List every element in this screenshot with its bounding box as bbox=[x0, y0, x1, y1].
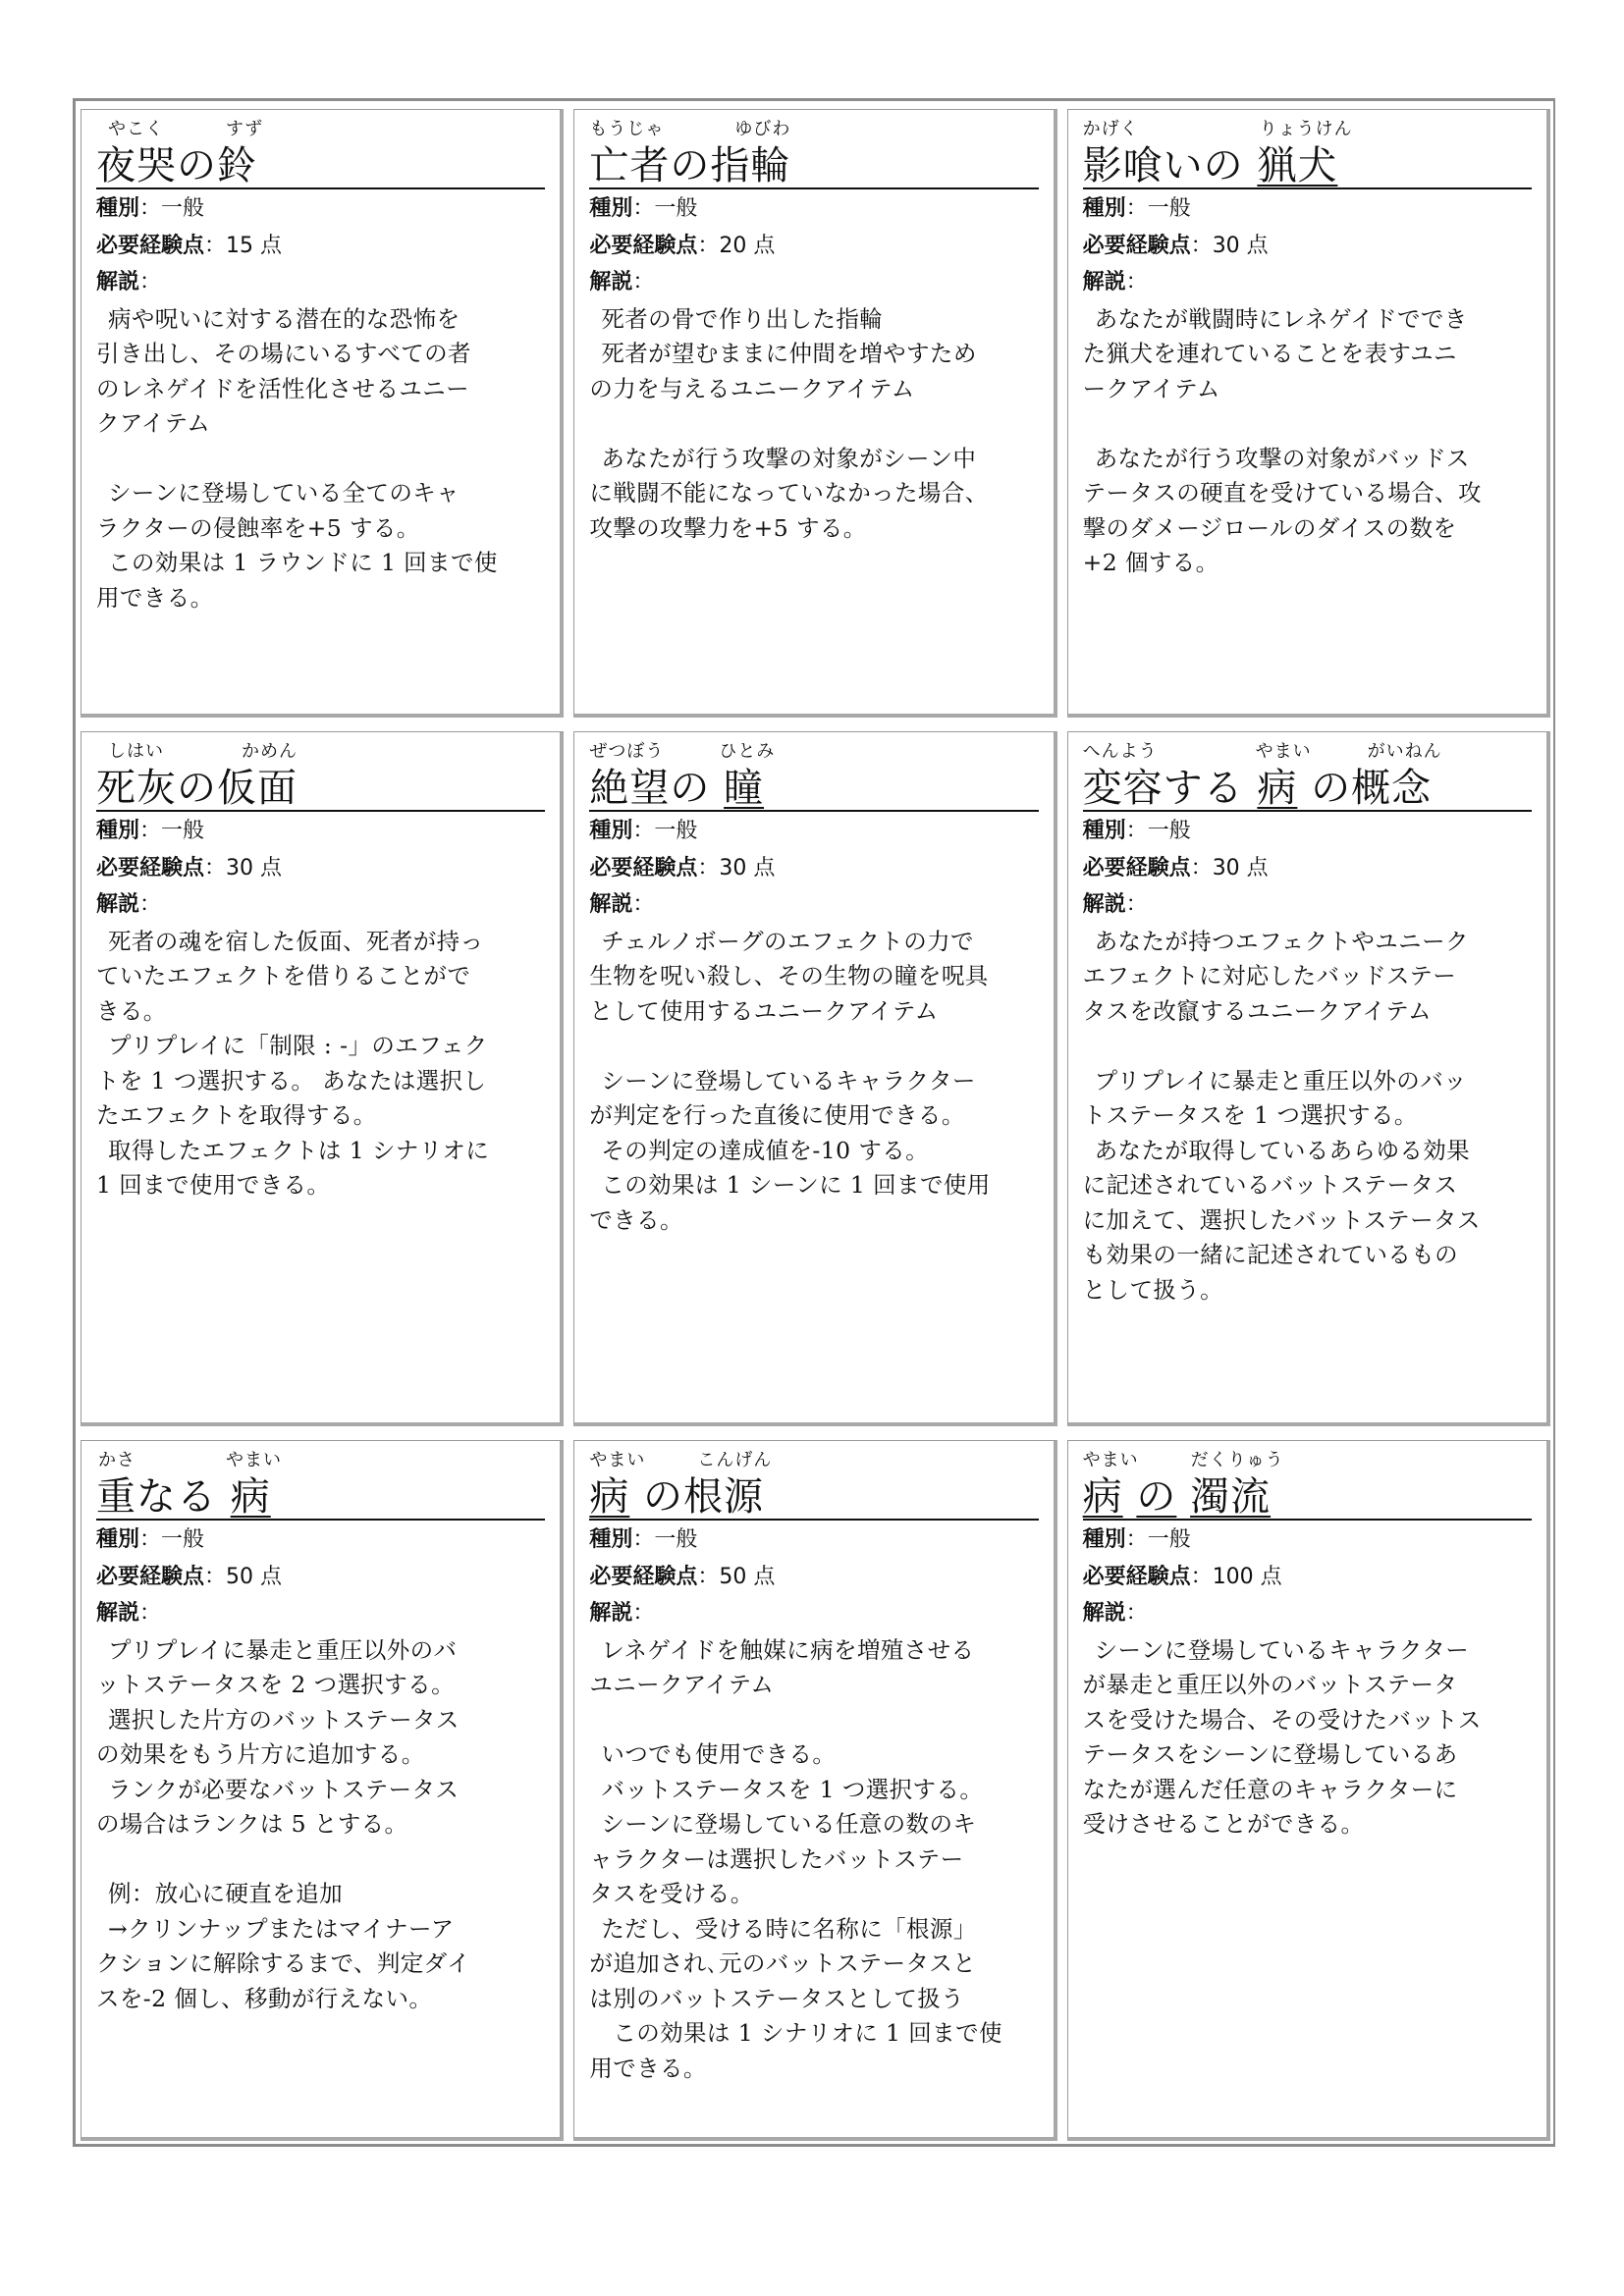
xp-value: 15 点 bbox=[226, 233, 283, 258]
item-card bbox=[81, 731, 564, 1426]
desc-label: 解説 bbox=[1082, 1601, 1126, 1626]
xp-label: 必要経験点 bbox=[1082, 1564, 1191, 1589]
type-label: 種別 bbox=[589, 1527, 633, 1552]
xp-value: 50 点 bbox=[226, 1564, 283, 1589]
desc-line: の効果をもう片方に追加する。 bbox=[96, 1740, 425, 1768]
description bbox=[1083, 1633, 1532, 1842]
title-part: 病 bbox=[1082, 1474, 1123, 1520]
separator: ： bbox=[139, 1601, 162, 1626]
card-cell bbox=[568, 1432, 1061, 2147]
desc-line: なたが選んだ任意のキャラクターに bbox=[1082, 1775, 1458, 1803]
desc-line bbox=[96, 442, 545, 477]
desc-line: ラクターの侵蝕率を+5 する。 bbox=[96, 513, 420, 542]
title-part: 変容する bbox=[1082, 766, 1244, 811]
separator: ： bbox=[139, 819, 162, 843]
desc-label: 解説 bbox=[589, 892, 633, 917]
card-title bbox=[96, 145, 257, 187]
desc-line: この効果は 1 シーンに 1 回まで使用 bbox=[601, 1171, 991, 1199]
desc-line: 病や呪いに対する潜在的な恐怖を bbox=[108, 304, 460, 333]
type-value: 一般 bbox=[1147, 196, 1191, 221]
type-label: 種別 bbox=[589, 819, 633, 843]
desc-line: シーンに登場しているキャラクター bbox=[1094, 1635, 1470, 1664]
title-part: 影喰いの bbox=[1082, 143, 1244, 188]
desc-line: ていたエフェクトを借りることがで bbox=[96, 962, 471, 989]
desc-line bbox=[589, 887, 1038, 923]
desc-line: シーンに登場している任意の数のキ bbox=[601, 1810, 977, 1838]
title-part: の bbox=[1136, 1474, 1177, 1520]
desc-line bbox=[1083, 887, 1532, 923]
card-title-area bbox=[589, 1445, 1038, 1521]
type-value: 一般 bbox=[161, 819, 205, 843]
title-part: 濁流 bbox=[1190, 1474, 1272, 1520]
desc-line: プリプレイに暴走と重圧以外のバ bbox=[108, 1635, 458, 1664]
card-title bbox=[589, 768, 764, 809]
desc-line: 取得したエフェクトは 1 シナリオに bbox=[108, 1136, 490, 1164]
card-cell bbox=[76, 723, 568, 1432]
ruby-text: やまい bbox=[1082, 1450, 1139, 1470]
item-card bbox=[573, 1440, 1056, 2141]
type-value: 一般 bbox=[654, 196, 698, 221]
item-card bbox=[1067, 731, 1550, 1426]
card-title-area bbox=[1083, 114, 1532, 189]
title-part: 夜哭の鈴 bbox=[96, 143, 257, 188]
desc-line: テータスの硬直を受けている場合、攻 bbox=[1082, 479, 1482, 507]
item-card bbox=[573, 109, 1056, 718]
card-title-area bbox=[96, 114, 545, 189]
type-label: 種別 bbox=[96, 1527, 140, 1552]
type-line bbox=[589, 191, 1038, 227]
ruby-text: かげく bbox=[1082, 119, 1139, 139]
item-card bbox=[1067, 1440, 1550, 2141]
xp-label: 必要経験点 bbox=[589, 855, 698, 881]
type-label: 種別 bbox=[96, 819, 140, 843]
card-title-area bbox=[96, 736, 545, 812]
card-title-area bbox=[1083, 1445, 1532, 1521]
separator: ： bbox=[1125, 819, 1148, 843]
separator: ： bbox=[697, 1564, 720, 1589]
item-card bbox=[1067, 109, 1550, 718]
xp-value: 100 点 bbox=[1212, 1564, 1282, 1589]
desc-line: 引き出し、その場にいるすべての者 bbox=[96, 340, 471, 367]
card-title bbox=[1083, 1476, 1271, 1518]
desc-line: ャラクターは選択したバットステー bbox=[589, 1844, 964, 1873]
xp-value: 30 点 bbox=[1212, 855, 1269, 881]
desc-line: テータスをシーンに登場しているあ bbox=[1082, 1740, 1458, 1768]
desc-line: 例：放心に硬直を追加 bbox=[108, 1880, 343, 1907]
desc-line bbox=[1083, 1029, 1532, 1064]
desc-line: ただし、受ける時に名称に「根源」 bbox=[601, 1914, 977, 1943]
desc-line bbox=[96, 1596, 545, 1631]
type-label: 種別 bbox=[589, 196, 633, 221]
type-line bbox=[589, 814, 1038, 849]
card-grid bbox=[76, 101, 1555, 2147]
desc-line: いつでも使用できる。 bbox=[601, 1740, 837, 1768]
ruby-text: りょうけん bbox=[1259, 119, 1353, 139]
separator: ： bbox=[139, 1527, 162, 1552]
title-part: 病 bbox=[230, 1474, 271, 1520]
separator: ： bbox=[1125, 1527, 1148, 1552]
description bbox=[96, 302, 545, 616]
xp-line bbox=[589, 851, 1038, 886]
ruby-text: ゆびわ bbox=[734, 119, 791, 139]
desc-label: 解説 bbox=[96, 892, 140, 917]
desc-line bbox=[96, 1842, 545, 1878]
ruby-text: こんげん bbox=[697, 1450, 773, 1470]
desc-line: チェルノボーグのエフェクトの力で bbox=[601, 927, 974, 955]
separator: ： bbox=[697, 233, 720, 258]
xp-label: 必要経験点 bbox=[96, 233, 205, 258]
separator: ： bbox=[204, 855, 227, 881]
desc-line: スを-2 個し、移動が行えない。 bbox=[96, 1984, 433, 2012]
ruby-text: すず bbox=[226, 119, 264, 139]
xp-value: 20 点 bbox=[719, 233, 776, 258]
desc-line bbox=[589, 1596, 1038, 1631]
card-cell bbox=[76, 101, 568, 723]
desc-line: エフェクトに対応したバッドステー bbox=[1082, 962, 1457, 989]
xp-label: 必要経験点 bbox=[96, 855, 205, 881]
desc-line: 選択した片方のバットステータス bbox=[108, 1705, 460, 1734]
xp-value: 30 点 bbox=[1212, 233, 1269, 258]
desc-line bbox=[96, 887, 545, 923]
type-label: 種別 bbox=[1082, 196, 1126, 221]
card-cell bbox=[1062, 1432, 1555, 2147]
title-part: 病 bbox=[589, 1474, 630, 1520]
type-line bbox=[96, 191, 545, 227]
description bbox=[589, 302, 1038, 547]
ruby-text: ぜつぼう bbox=[589, 741, 665, 762]
separator: ： bbox=[1190, 1564, 1213, 1589]
desc-line: シーンに登場しているキャラクター bbox=[601, 1066, 976, 1095]
xp-line bbox=[589, 229, 1038, 264]
xp-line bbox=[589, 1560, 1038, 1595]
desc-line: タスを改竄するユニークアイテム bbox=[1082, 996, 1432, 1025]
desc-label: 解説 bbox=[1082, 892, 1126, 917]
type-label: 種別 bbox=[1082, 1527, 1126, 1552]
card-cell bbox=[568, 101, 1061, 723]
desc-line bbox=[1083, 265, 1532, 300]
desc-line: 受けさせることができる。 bbox=[1082, 1810, 1365, 1838]
card-title bbox=[589, 1476, 764, 1518]
separator: ： bbox=[139, 270, 162, 294]
desc-line: のレネゲイドを活性化させるユニー bbox=[96, 374, 470, 402]
desc-line: あなたが持つエフェクトやユニーク bbox=[1094, 927, 1469, 955]
separator: ： bbox=[1125, 892, 1148, 917]
type-line bbox=[96, 1522, 545, 1558]
xp-label: 必要経験点 bbox=[96, 1564, 205, 1589]
desc-line: あなたが行う攻撃の対象がバッドス bbox=[1094, 444, 1470, 472]
card-cell bbox=[568, 723, 1061, 1432]
type-value: 一般 bbox=[161, 1527, 205, 1552]
desc-line: バットステータスを 1 つ選択する。 bbox=[601, 1775, 984, 1803]
desc-line: の場合はランクは 5 とする。 bbox=[96, 1810, 408, 1838]
desc-line: た猟犬を連れていることを表すユニ bbox=[1082, 340, 1457, 367]
separator: ： bbox=[1125, 196, 1148, 221]
ruby-text: やまい bbox=[589, 1450, 646, 1470]
desc-line: シーンに登場している全てのキャ bbox=[108, 479, 460, 507]
separator: ： bbox=[632, 819, 655, 843]
desc-line: 死者が望むままに仲間を増やすため bbox=[601, 340, 977, 367]
desc-line: 死者の魂を宿した仮面、死者が持っ bbox=[108, 927, 484, 955]
ruby-text: かめん bbox=[242, 741, 298, 762]
type-value: 一般 bbox=[1147, 1527, 1191, 1552]
xp-label: 必要経験点 bbox=[1082, 855, 1191, 881]
ruby-text: もうじゃ bbox=[589, 119, 665, 139]
type-value: 一般 bbox=[654, 1527, 698, 1552]
desc-line bbox=[96, 265, 545, 300]
desc-line: →クリンナップまたはマイナーア bbox=[108, 1914, 455, 1943]
card-title bbox=[96, 1476, 271, 1518]
desc-line: スを受けた場合、その受けたバットス bbox=[1082, 1705, 1482, 1734]
desc-line: ランクが必要なバットステータス bbox=[108, 1775, 460, 1803]
type-value: 一般 bbox=[1147, 819, 1191, 843]
title-part: 死灰の仮面 bbox=[96, 766, 298, 811]
desc-line: が追加され､元のバットステータスと bbox=[589, 1949, 977, 1977]
desc-label: 解説 bbox=[96, 1601, 140, 1626]
description bbox=[589, 1633, 1038, 2087]
desc-line: 用できる。 bbox=[589, 2054, 707, 2082]
desc-line: できる。 bbox=[589, 1205, 683, 1234]
desc-line: トを 1 つ選択する。 あなたは選択し bbox=[96, 1066, 487, 1095]
type-line bbox=[1083, 814, 1532, 849]
desc-label: 解説 bbox=[96, 270, 140, 294]
desc-line: の力を与えるユニークアイテム bbox=[589, 374, 915, 402]
desc-line: この効果は 1 シナリオに 1 回まで使 bbox=[613, 2019, 1002, 2047]
type-label: 種別 bbox=[1082, 819, 1126, 843]
description bbox=[1083, 302, 1532, 581]
separator: ： bbox=[1190, 855, 1213, 881]
desc-line: プリプレイに「制限 : -」のエフェク bbox=[108, 1032, 488, 1059]
xp-line bbox=[96, 851, 545, 886]
card-title-area bbox=[589, 114, 1038, 189]
desc-line: が暴走と重圧以外のバットステータ bbox=[1082, 1671, 1458, 1698]
description bbox=[589, 925, 1038, 1239]
desc-line: この効果は 1 ラウンドに 1 回まで使 bbox=[108, 549, 498, 576]
title-part: の根源 bbox=[643, 1474, 765, 1520]
description bbox=[1083, 925, 1532, 1308]
card-title bbox=[589, 145, 790, 187]
description bbox=[96, 1633, 545, 2017]
xp-value: 50 点 bbox=[719, 1564, 776, 1589]
desc-line: ユニークアイテム bbox=[589, 1671, 775, 1698]
ruby-text: やこく bbox=[108, 119, 164, 139]
ruby-text: やまい bbox=[1255, 741, 1312, 762]
desc-line: タスを受ける。 bbox=[589, 1880, 754, 1907]
card-cell bbox=[76, 1432, 568, 2147]
title-part: の概念 bbox=[1311, 766, 1433, 811]
type-line bbox=[96, 814, 545, 849]
desc-line bbox=[589, 1703, 1038, 1738]
desc-line: として使用するユニークアイテム bbox=[589, 996, 939, 1025]
xp-value: 30 点 bbox=[226, 855, 283, 881]
card-cell bbox=[1062, 101, 1555, 723]
desc-line: 1 回まで使用できる。 bbox=[96, 1171, 331, 1199]
desc-line: は別のバットステータスとして扱う bbox=[589, 1984, 965, 2012]
type-label: 種別 bbox=[96, 196, 140, 221]
desc-line: 死者の骨で作り出した指輪 bbox=[601, 304, 884, 333]
separator: ： bbox=[697, 855, 720, 881]
card-title bbox=[96, 768, 298, 809]
xp-value: 30 点 bbox=[719, 855, 776, 881]
title-part: 重なる bbox=[96, 1474, 217, 1520]
desc-line: も効果の一緒に記述されているもの bbox=[1082, 1241, 1459, 1268]
desc-line bbox=[589, 1029, 1038, 1064]
ruby-text: だくりゅう bbox=[1190, 1450, 1284, 1470]
ruby-text: やまい bbox=[226, 1450, 282, 1470]
ruby-text: ひとみ bbox=[719, 741, 776, 762]
description bbox=[96, 925, 545, 1203]
desc-line: あなたが戦闘時にレネゲイドででき bbox=[1094, 304, 1468, 333]
ruby-text: がいねん bbox=[1367, 741, 1442, 762]
item-card bbox=[573, 731, 1056, 1426]
desc-line: クアイテム bbox=[96, 409, 211, 437]
separator: ： bbox=[632, 1601, 655, 1626]
ruby-text: かさ bbox=[98, 1450, 135, 1470]
desc-line: に加えて、選択したバットステータス bbox=[1082, 1205, 1481, 1234]
xp-label: 必要経験点 bbox=[1082, 233, 1191, 258]
separator: ： bbox=[632, 270, 655, 294]
desc-line: あなたが取得しているあらゆる効果 bbox=[1094, 1136, 1471, 1164]
type-line bbox=[589, 1522, 1038, 1558]
title-part: 病 bbox=[1257, 766, 1298, 811]
xp-line bbox=[1083, 851, 1532, 886]
desc-line: トステータスを 1 つ選択する。 bbox=[1082, 1101, 1418, 1129]
desc-line: に戦闘不能になっていなかった場合、 bbox=[589, 479, 989, 507]
desc-line: きる。 bbox=[96, 996, 167, 1025]
title-part: 瞳 bbox=[724, 766, 765, 811]
separator: ： bbox=[139, 196, 162, 221]
card-title-area bbox=[589, 736, 1038, 812]
desc-line: に記述されているバットステータス bbox=[1082, 1171, 1458, 1199]
desc-label: 解説 bbox=[1082, 270, 1126, 294]
desc-line bbox=[1083, 1596, 1532, 1631]
desc-line: ークアイテム bbox=[1082, 374, 1220, 402]
xp-line bbox=[96, 229, 545, 264]
desc-line bbox=[1083, 406, 1532, 442]
title-part: 絶望の bbox=[589, 766, 711, 811]
xp-line bbox=[1083, 1560, 1532, 1595]
separator: ： bbox=[139, 892, 162, 917]
desc-line: +2 個する。 bbox=[1082, 549, 1219, 576]
ruby-text: へんよう bbox=[1082, 741, 1158, 762]
desc-line bbox=[589, 265, 1038, 300]
separator: ： bbox=[204, 233, 227, 258]
desc-line: として扱う。 bbox=[1082, 1275, 1224, 1304]
desc-line: プリプレイに暴走と重圧以外のバッ bbox=[1094, 1066, 1468, 1095]
card-cell bbox=[1062, 723, 1555, 1432]
card-title bbox=[1083, 768, 1432, 809]
desc-line: レネゲイドを触媒に病を増殖させる bbox=[601, 1635, 975, 1664]
desc-line: 攻撃の攻撃力を+5 する。 bbox=[589, 513, 867, 542]
title-part: 猟犬 bbox=[1257, 143, 1338, 188]
desc-line: たエフェクトを取得する。 bbox=[96, 1101, 377, 1129]
type-line bbox=[1083, 191, 1532, 227]
desc-label: 解説 bbox=[589, 270, 633, 294]
desc-label: 解説 bbox=[589, 1601, 633, 1626]
desc-line: 用できる。 bbox=[96, 583, 214, 612]
card-title-area bbox=[1083, 736, 1532, 812]
item-card bbox=[81, 1440, 564, 2141]
desc-line: が判定を行った直後に使用できる。 bbox=[589, 1101, 965, 1129]
desc-line: クションに解除するまで、判定ダイ bbox=[96, 1949, 470, 1977]
desc-line: あなたが行う攻撃の対象がシーン中 bbox=[601, 444, 977, 472]
xp-line bbox=[1083, 229, 1532, 264]
separator: ： bbox=[632, 196, 655, 221]
ruby-text: しはい bbox=[108, 741, 164, 762]
desc-line: その判定の達成値を-10 する。 bbox=[601, 1136, 930, 1164]
title-part: 亡者の指輪 bbox=[589, 143, 791, 188]
separator: ： bbox=[1125, 270, 1148, 294]
card-title bbox=[1083, 145, 1338, 187]
type-line bbox=[1083, 1522, 1532, 1558]
separator: ： bbox=[1125, 1601, 1148, 1626]
desc-line: 生物を呪い殺し、その生物の瞳を呪具 bbox=[589, 962, 989, 989]
desc-line: 撃のダメージロールのダイスの数を bbox=[1082, 513, 1457, 542]
card-title-area bbox=[96, 1445, 545, 1521]
xp-label: 必要経験点 bbox=[589, 1564, 698, 1589]
separator: ： bbox=[632, 892, 655, 917]
separator: ： bbox=[632, 1527, 655, 1552]
type-value: 一般 bbox=[654, 819, 698, 843]
desc-line bbox=[589, 406, 1038, 442]
xp-line bbox=[96, 1560, 545, 1595]
separator: ： bbox=[1190, 233, 1213, 258]
desc-line: ットステータスを 2 つ選択する。 bbox=[96, 1671, 455, 1698]
xp-label: 必要経験点 bbox=[589, 233, 698, 258]
item-card bbox=[81, 109, 564, 718]
separator: ： bbox=[204, 1564, 227, 1589]
type-value: 一般 bbox=[161, 196, 205, 221]
